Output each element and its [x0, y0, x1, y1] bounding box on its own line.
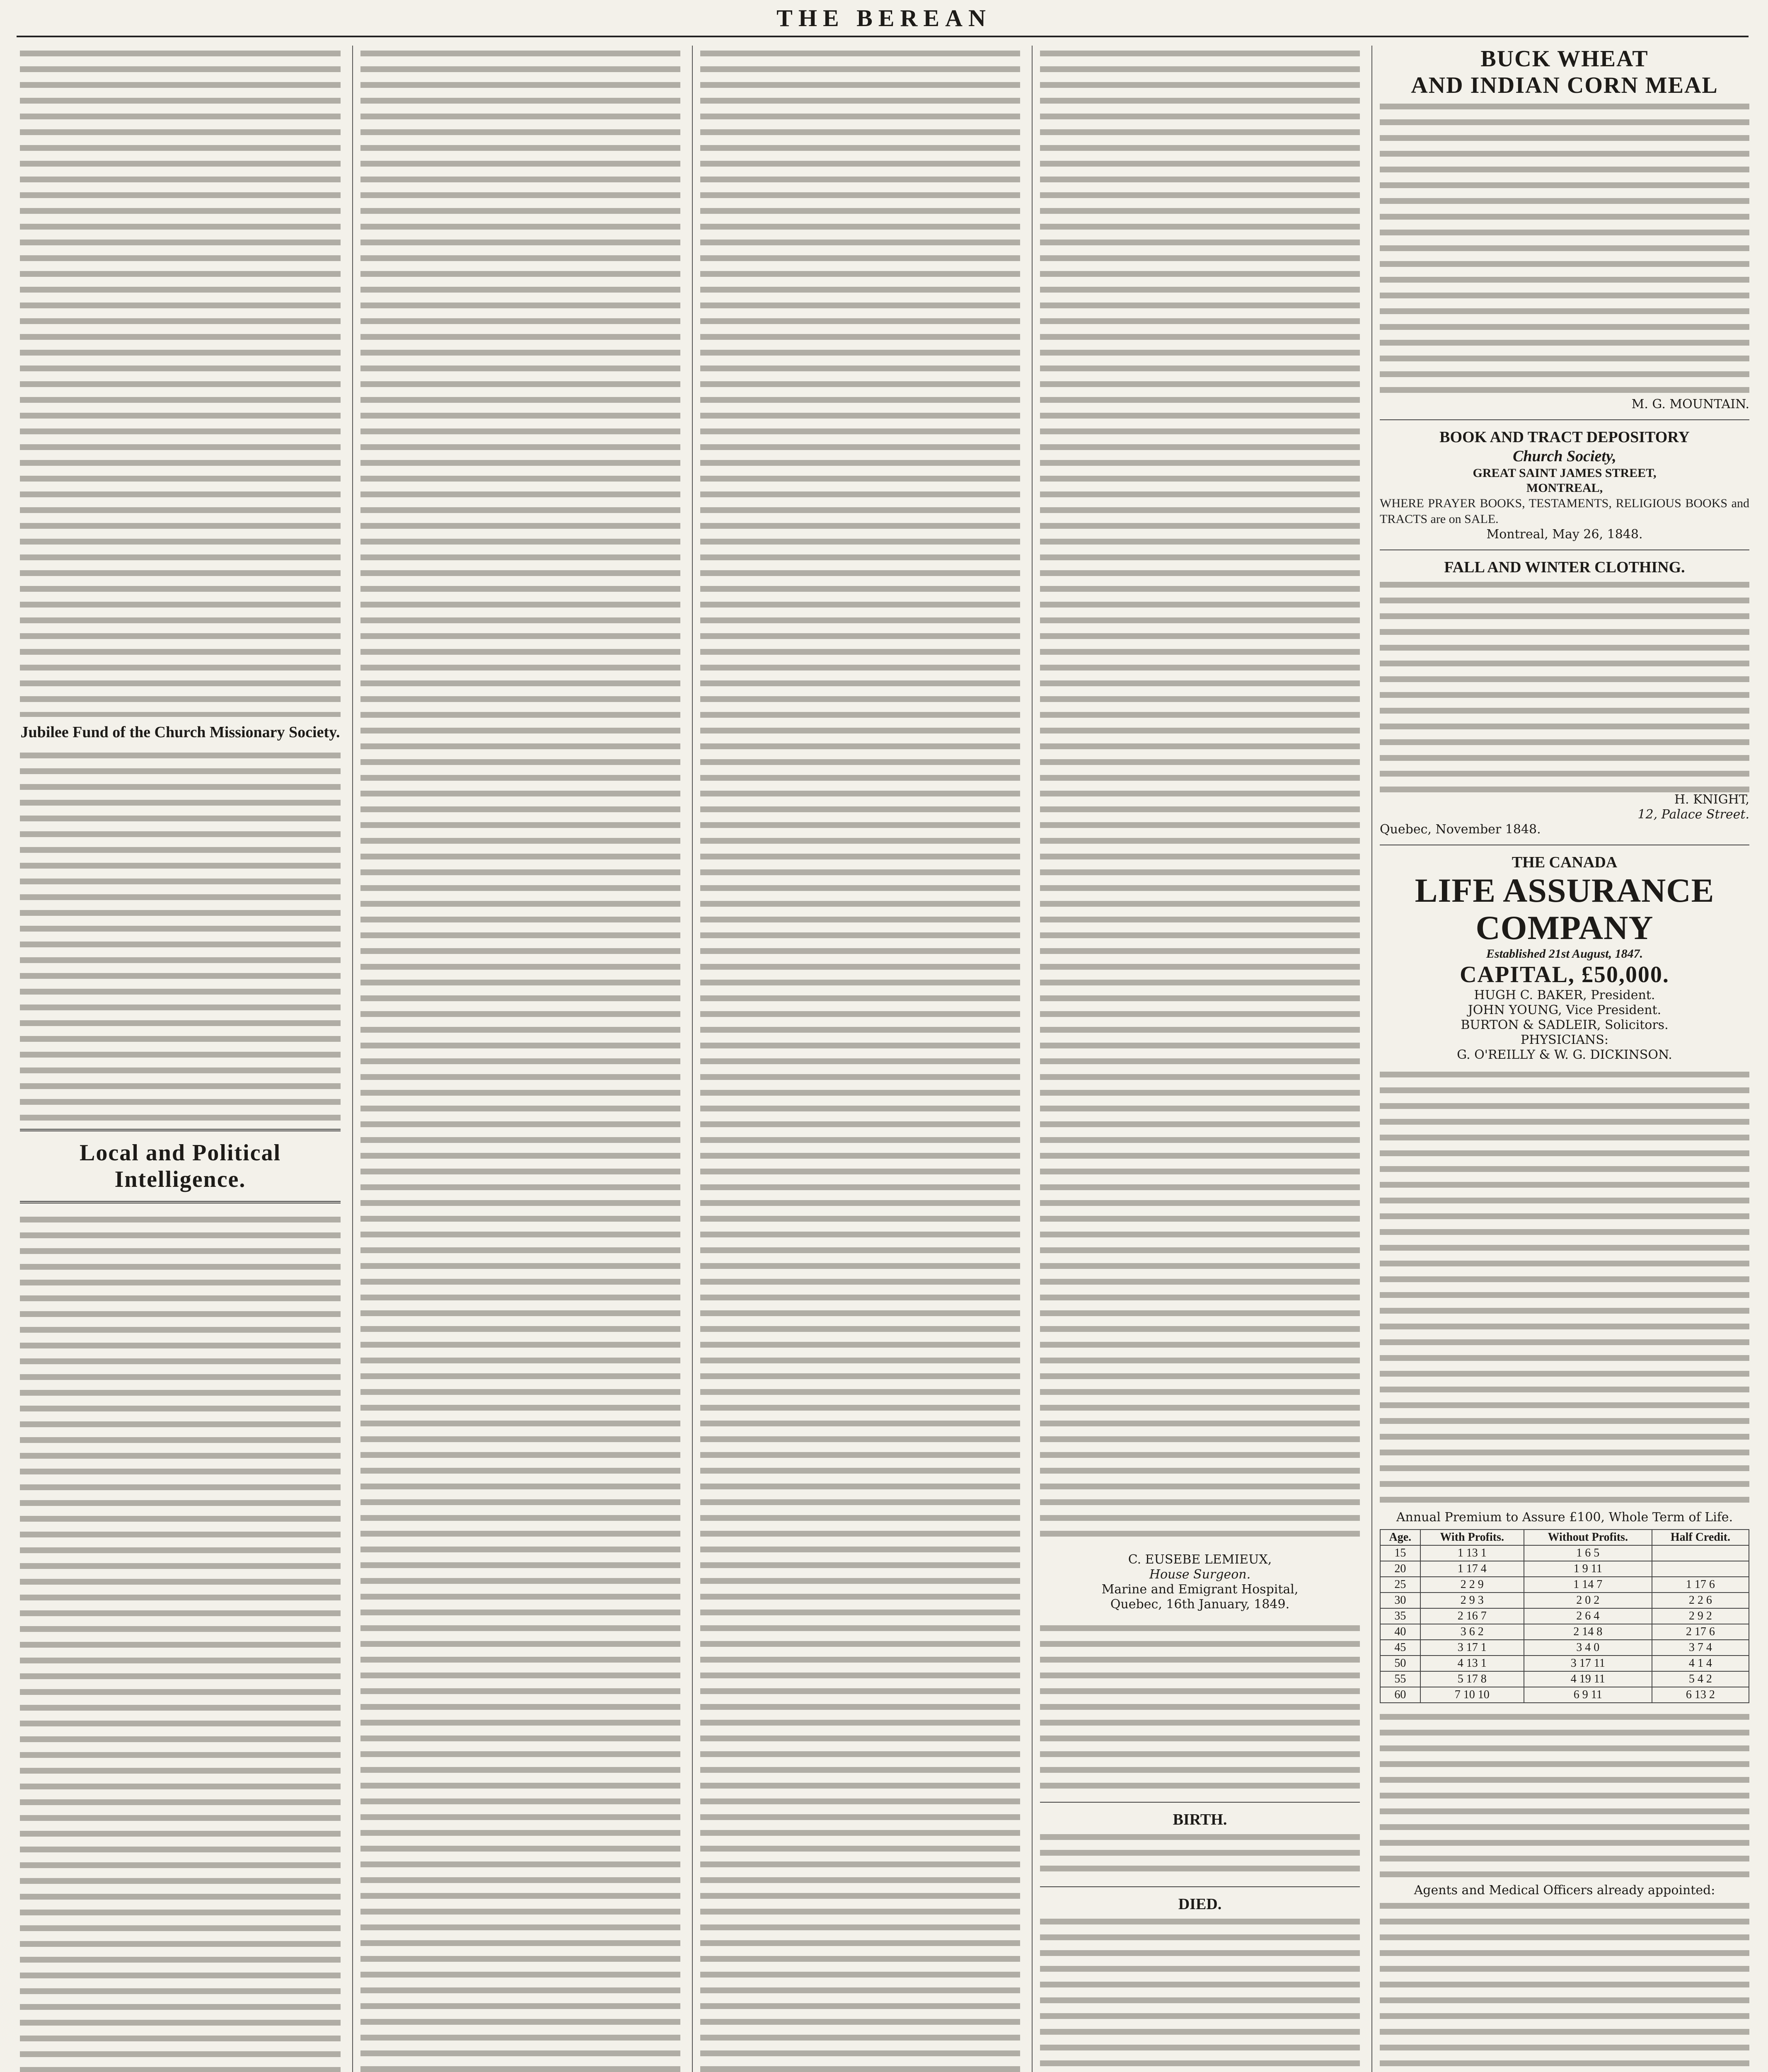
life-assurance-title: LIFE ASSURANCE COMPANY	[1415, 871, 1715, 946]
column-1	[12, 46, 348, 2072]
premium-table-cell: 20	[1380, 1561, 1420, 1577]
premium-table-cell: 60	[1380, 1687, 1420, 1703]
premium-table-cell: 15	[1380, 1545, 1420, 1561]
premium-table-row	[1380, 1640, 1749, 1656]
premium-table-cell: 6 13 2	[1652, 1687, 1749, 1703]
birth-text	[1040, 1829, 1360, 1879]
buckwheat-signoff: M. G. MOUNTAIN.	[1631, 397, 1749, 411]
premium-table-cell: 1 13 1	[1420, 1545, 1524, 1561]
premium-table-row	[1380, 1545, 1749, 1561]
life-assurance-premium-heading: Annual Premium to Assure £100, Whole Term of Life.	[1396, 1510, 1733, 1525]
premium-table-row	[1380, 1608, 1749, 1624]
premium-table-cell: 2 14 8	[1524, 1624, 1652, 1640]
premium-table-cell: 6 9 11	[1524, 1687, 1652, 1703]
premium-table-cell: 2 6 4	[1524, 1608, 1652, 1624]
hospital-place: Marine and Emigrant Hospital,	[1101, 1582, 1299, 1597]
birth-heading: BIRTH.	[1173, 1811, 1227, 1828]
premium-table-row	[1380, 1624, 1749, 1640]
column-1-lower-text	[20, 1212, 341, 2072]
premium-table-cell: 4 19 11	[1524, 1671, 1652, 1687]
life-assurance-capital: CAPITAL, £50,000.	[1460, 962, 1669, 988]
premium-table-cell: 4 13 1	[1420, 1656, 1524, 1671]
premium-table-cell: 7 10 10	[1420, 1687, 1524, 1703]
premium-table-row	[1380, 1656, 1749, 1671]
life-assurance-solicitors: BURTON & SADLEIR, Solicitors.	[1461, 1018, 1669, 1032]
premium-table-cell: 2 9 3	[1420, 1593, 1524, 1608]
column-1-text-block	[20, 46, 341, 717]
premium-table-cell: 2 2 9	[1420, 1577, 1524, 1593]
masthead-title: THE BEREAN	[776, 5, 992, 31]
premium-table	[1380, 1529, 1749, 1703]
premium-table-cell: 35	[1380, 1608, 1420, 1624]
life-assurance-physicians-label: PHYSICIANS:	[1521, 1033, 1608, 1047]
premium-table-row	[1380, 1671, 1749, 1687]
premium-table-cell: 3 4 0	[1524, 1640, 1652, 1656]
book-depository-address: GREAT SAINT JAMES STREET,	[1473, 466, 1657, 480]
life-assurance-vice-president: JOHN YOUNG, Vice President.	[1468, 1003, 1662, 1017]
column-4	[1032, 46, 1367, 2072]
buckwheat-title: BUCK WHEAT	[1480, 46, 1649, 72]
clothing-title: FALL AND WINTER CLOTHING.	[1444, 559, 1685, 576]
life-assurance-president: HUGH C. BAKER, President.	[1474, 988, 1655, 1002]
book-depository-date: Montreal, May 26, 1848.	[1486, 527, 1643, 542]
book-depository-line: WHERE PRAYER BOOKS, TESTAMENTS, RELIGIOUS BOOKS and TRACTS are on SALE.	[1380, 496, 1749, 526]
buckwheat-list	[1380, 99, 1749, 397]
life-assurance-physicians: G. O'REILLY & W. G. DICKINSON.	[1457, 1048, 1672, 1062]
life-assurance-text	[1380, 1067, 1749, 1506]
premium-table-header-cell: With Profits.	[1420, 1530, 1524, 1545]
premium-table-cell: 40	[1380, 1624, 1420, 1640]
clothing-text	[1380, 577, 1749, 792]
premium-table-cell: 2 17 6	[1652, 1624, 1749, 1640]
hospital-date: Quebec, 16th January, 1849.	[1110, 1597, 1290, 1612]
premium-table-cell: 1 17 6	[1652, 1577, 1749, 1593]
column-2-text-block	[360, 46, 680, 2072]
column-4-text-block	[1040, 46, 1360, 1546]
premium-table-cell: 50	[1380, 1656, 1420, 1671]
premium-table-cell: 1 14 7	[1524, 1577, 1652, 1593]
premium-table-row	[1380, 1687, 1749, 1703]
premium-table-cell	[1652, 1545, 1749, 1561]
premium-table-cell: 2 0 2	[1524, 1593, 1652, 1608]
premium-table-header	[1380, 1530, 1749, 1545]
agencies-heading: Agents and Medical Officers already appointed:	[1414, 1883, 1715, 1898]
hospital-signoff: C. EUSEBE LEMIEUX,	[1128, 1552, 1272, 1567]
clothing-date: Quebec, November 1848.	[1380, 822, 1541, 837]
agencies-list	[1380, 1898, 1749, 2072]
premium-table-cell: 30	[1380, 1593, 1420, 1608]
premium-table-cell: 2 9 2	[1652, 1608, 1749, 1624]
premium-table-row	[1380, 1577, 1749, 1593]
died-text	[1040, 1914, 1360, 2072]
life-assurance-footer-text	[1380, 1709, 1749, 1883]
premium-table-cell: 5 17 8	[1420, 1671, 1524, 1687]
premium-table-cell: 2 2 6	[1652, 1593, 1749, 1608]
premium-table-cell: 55	[1380, 1671, 1420, 1687]
column-4-text-block-2	[1040, 1620, 1360, 1794]
premium-table-header-cell: Age.	[1380, 1530, 1420, 1545]
book-depository-society: Church Society,	[1513, 448, 1616, 465]
died-heading: DIED.	[1178, 1895, 1222, 1913]
premium-table-cell	[1652, 1561, 1749, 1577]
local-political-heading: Local and Political Intelligence.	[80, 1140, 281, 1192]
clothing-signoff: H. KNIGHT,	[1674, 792, 1749, 807]
jubilee-text	[20, 748, 341, 1121]
hospital-role: House Surgeon.	[1149, 1567, 1251, 1582]
premium-table-cell: 3 7 4	[1652, 1640, 1749, 1656]
premium-table-cell: 25	[1380, 1577, 1420, 1593]
premium-table-header-cell: Without Profits.	[1524, 1530, 1652, 1545]
premium-table-cell: 1 17 4	[1420, 1561, 1524, 1577]
life-assurance-pre: THE CANADA	[1512, 854, 1618, 871]
buckwheat-subtitle: AND INDIAN CORN MEAL	[1411, 73, 1718, 98]
premium-table-cell: 3 17 11	[1524, 1656, 1652, 1671]
column-3-text-block	[700, 46, 1020, 2072]
column-5-ads	[1371, 46, 1757, 2072]
premium-table-cell: 4 1 4	[1652, 1656, 1749, 1671]
book-depository-city: MONTREAL,	[1526, 481, 1603, 495]
premium-table-row	[1380, 1593, 1749, 1608]
premium-table-cell: 2 16 7	[1420, 1608, 1524, 1624]
clothing-address: 12, Palace Street.	[1637, 807, 1749, 822]
premium-table-cell: 3 17 1	[1420, 1640, 1524, 1656]
life-assurance-established: Established 21st August, 1847.	[1486, 947, 1643, 961]
premium-table-cell: 3 6 2	[1420, 1624, 1524, 1640]
premium-table-cell: 5 4 2	[1652, 1671, 1749, 1687]
masthead-rule	[17, 36, 1749, 37]
column-3	[692, 46, 1028, 2072]
column-2	[352, 46, 688, 2072]
premium-table-cell: 1 9 11	[1524, 1561, 1652, 1577]
premium-table-cell: 45	[1380, 1640, 1420, 1656]
jubilee-heading: Jubilee Fund of the Church Missionary Society.	[20, 724, 340, 741]
book-depository-title: BOOK AND TRACT DEPOSITORY	[1439, 428, 1690, 446]
premium-table-cell: 1 6 5	[1524, 1545, 1652, 1561]
premium-table-row	[1380, 1561, 1749, 1577]
premium-table-header-cell: Half Credit.	[1652, 1530, 1749, 1545]
